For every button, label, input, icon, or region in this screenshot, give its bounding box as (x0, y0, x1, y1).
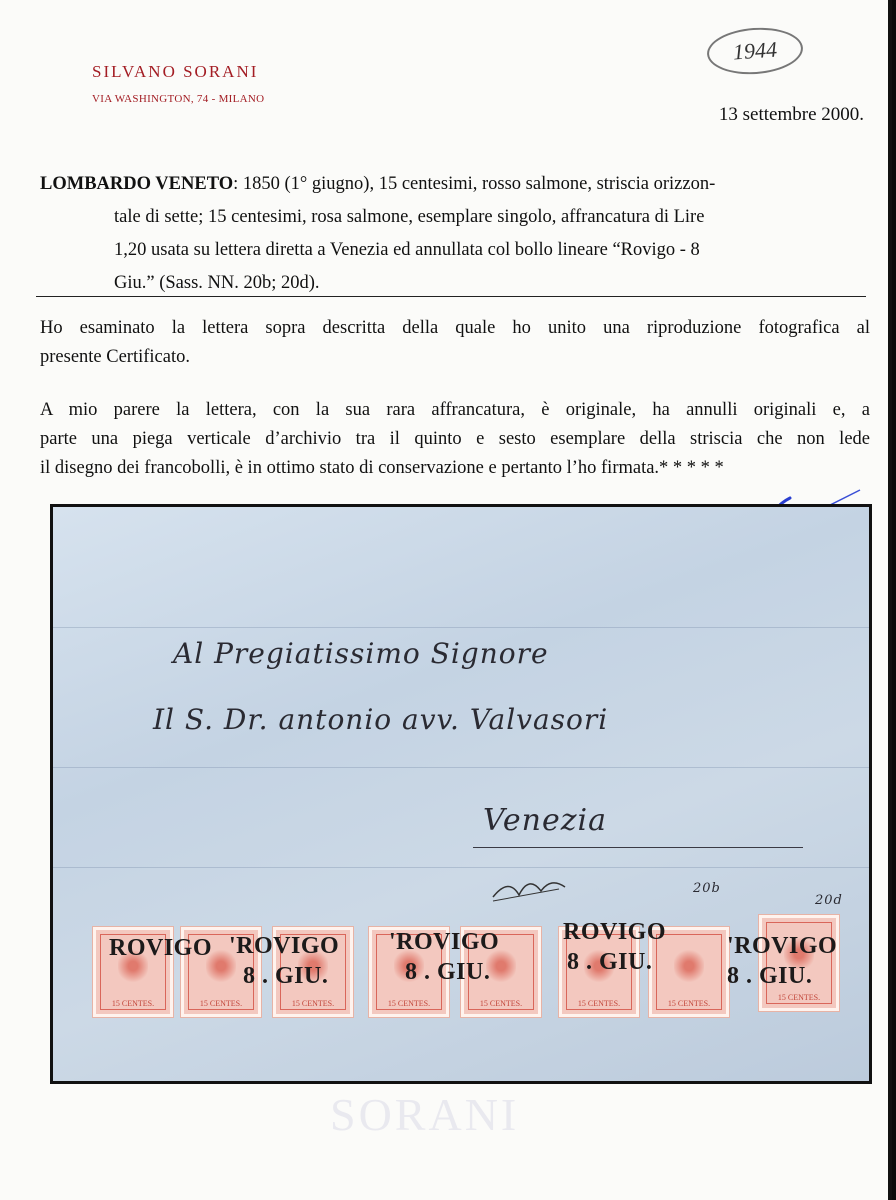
item-description (40, 168, 870, 300)
paragraph-2-line-1: A mio parere la lettera, con la sua rara affrancatura, è originale, ha annulli originali e, a (40, 400, 870, 420)
paragraph-2-line-3: il disegno dei francobolli, è in ottimo stato di conservazione e pertanto l’ho firmata.* * * * * (40, 458, 724, 478)
cover-address-city: Venezia (483, 803, 608, 838)
stamp-strip (93, 917, 853, 1027)
examination-paragraph (40, 314, 870, 372)
description-line-1: : 1850 (1° giugno), 15 centesimi, rosso salmone, striscia orizzon- (233, 174, 716, 194)
stamp: 15 CENTES. (181, 927, 261, 1017)
small-signature-icon (489, 867, 579, 907)
certificate-date: 13 settembre 2000. (718, 104, 864, 125)
reference-number: 1944 (706, 25, 805, 78)
page-edge (888, 0, 892, 1200)
stamp: 15 CENTES. (369, 927, 449, 1017)
divider (36, 296, 866, 297)
opinion-paragraph (40, 396, 870, 483)
stamp: 15 CENTES. (461, 927, 541, 1017)
stamp-single: 15 CENTES. (759, 915, 839, 1011)
paragraph-1-line-1: Ho esaminato la lettera sopra descritta della quale ho unito una riproduzione fotografica al (40, 318, 870, 338)
postmark: 'ROVIGO (229, 933, 340, 959)
postmark: 8 . GIU. (567, 949, 653, 975)
postmark: 8 . GIU. (405, 959, 491, 985)
stamp: 15 CENTES. (649, 927, 729, 1017)
cover-photo (50, 504, 872, 1084)
expert-address: VIA WASHINGTON, 74 - MILANO (92, 93, 265, 105)
postmark: 'ROVIGO (389, 929, 500, 955)
expert-name: SILVANO SORANI (92, 62, 259, 81)
note-20d: 20d (815, 893, 843, 908)
description-title: LOMBARDO VENETO (40, 174, 234, 194)
postmark: ROVIGO (109, 935, 213, 961)
paragraph-1-line-2: presente Certificato. (40, 347, 190, 367)
stamp: 15 CENTES. (559, 927, 639, 1017)
paragraph-2-line-2: parte una piega verticale d’archivio tra il quinto e sesto esemplare della striscia che non lede (40, 429, 870, 449)
postmark: 8 . GIU. (243, 963, 329, 989)
note-20b: 20b (693, 881, 721, 896)
postmark: 8 . GIU. (727, 963, 813, 989)
watermark: SORANI (330, 1089, 520, 1140)
stamp: 15 CENTES. (93, 927, 173, 1017)
description-line-2: tale di sette; 15 centesimi, rosa salmone, esemplare singolo, affrancatura di Lire (114, 207, 705, 227)
cover-address-line-2: Il S. Dr. antonio avv. Valvasori (153, 703, 609, 736)
postmark: ROVIGO (563, 919, 667, 945)
cover-address-line-1: Al Pregiatissimo Signore (173, 637, 549, 670)
description-line-3: 1,20 usata su lettera diretta a Venezia ed annullata col bollo lineare “Rovigo - 8 (114, 240, 700, 260)
postmark: 'ROVIGO (727, 933, 838, 959)
stamp: 15 CENTES. (273, 927, 353, 1017)
description-line-4: Giu.” (Sass. NN. 20b; 20d). (114, 273, 320, 293)
